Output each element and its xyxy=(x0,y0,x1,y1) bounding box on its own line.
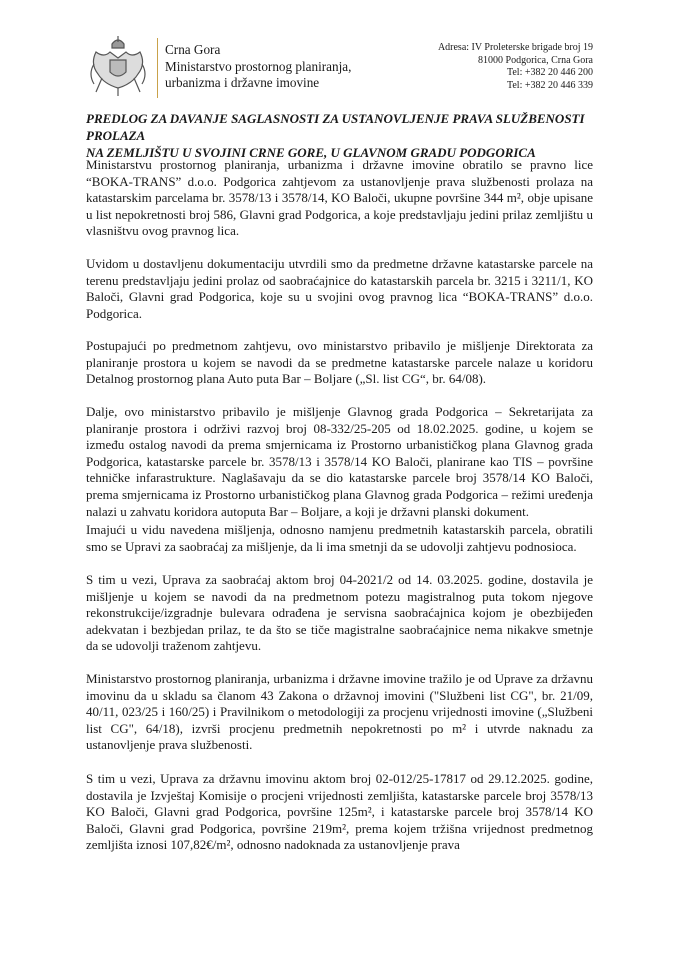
paragraph: Ministarstvu prostornog planiranja, urbanizma i državne imovine obratilo se pravno lice “BOKA-TRANS” d.o.o. Podgorica zahtjevom za ustanovljenje prava službenosti prolaza na katastarskim parcelama br. 3578/13 i 3578/14, KO Baloči, ukupne površine 344 m², obje upisane u list nepokretnosti broj 586, Glavni grad Podgorica, a koje predstavljaju jedini prilaz zemljištu u vlasništvu ovog pravnog lica. xyxy=(86,157,593,239)
org-line: Ministarstvo prostornog planiranja, xyxy=(165,58,352,74)
ministry-name xyxy=(165,42,351,92)
org-line: Crna Gora xyxy=(165,42,221,57)
paragraph: Ministarstvo prostornog planiranja, urbanizma i državne imovine tražilo je od Uprave za državnu imovinu da u skladu sa članom 43 Zakona o državnoj imovini ("Službeni list CG", br. 21/09, 40/11, 023/25 i 160/25) i Pravilnikom o metodologiji za procjenu vrijednosti imovine („Službeni list CG", 64/18), izvrši procjenu predmetnih nepokretnosti po m² i utvrde naknadu za ustanovljenje prava službenosti. xyxy=(86,671,593,753)
phone-line: Tel: +382 20 446 339 xyxy=(506,79,593,91)
document-title xyxy=(86,110,596,161)
paragraph: S tim u vezi, Uprava za državnu imovinu aktom broj 02-012/25-17817 od 29.12.2025. godine, dostavila je Izvještaj Komisije o procjeni vrijednosti zemljišta, katastarske parcele broj 3578/13 KO Baloči, Glavni grad Podgorica, površine 125m², i katastarske parcele broj 3578/14 KO Baloči, Glavni grad Podgorica, površine 219m², prema kojem tržišna vrijednost predmetnog zemljišta iznosi 107,82€/m², odnosno nadoknada za ustanovljenje prava xyxy=(86,771,593,853)
title-line: PREDLOG ZA DAVANJE SAGLASNOSTI ZA USTANOVLJENJE PRAVA SLUŽBENOSTI PROLAZA xyxy=(86,111,585,143)
paragraph: Postupajući po predmetnom zahtjevu, ovo ministarstvo pribavilo je mišljenje Direktorata za planiranje prostora u kojem se navodi da se predmetne katastarske parcele nalaze u koridoru Detalnog prostornog plana Auto puta Bar – Boljare („Sl. list CG“, br. 64/08). xyxy=(86,338,593,387)
paragraph: Uvidom u dostavljenu dokumentaciju utvrdili smo da predmetne državne katastarske parcele na terenu predstavljaju jedini prolaz od saobraćajnice do katastarskih parcela br. 3215 i 3211/1, KO Baloči, Glavni grad Podgorica, koje su u svojini ovog pravnog lica “BOKA-TRANS” d.o.o. Podgorica. xyxy=(86,256,593,321)
address-line: 81000 Podgorica, Crna Gora xyxy=(478,54,593,66)
header-divider xyxy=(157,38,158,98)
paragraph: Imajući u vidu navedena mišljenja, odnosno namjenu predmetnih katastarskih parcela, obratili smo se Upravi za saobraćaj za mišljenje, da li ima smetnji da se udovolji zahtjevu podnosioca. xyxy=(86,522,593,554)
paragraph: Dalje, ovo ministarstvo pribavilo je mišljenje Glavnog grada Podgorica – Sekretarijata za planiranje prostora i održivi razvoj broj 08-332/25-205 od 18.02.2025. godine, u kojem se između ostalog navodi da prema smjernicama iz Prostorno urbanističkog plana Glavnog grada Podgorica, katastarske parcele br. 3578/13 i 3578/14 KO Baloči, planirane kao TIS – površine tehničke infarastrukture. Naglašavaju da se dio katastarske parcele broj 3578/14 KO Baloči, prema smjernicama iz Prostorno urbanističkog plana Glavnog grada Podgorica – režimi uređenja nalazi u zahvatu koridora autoputa Bar – Boljare, a koji je državni planski dokument. xyxy=(86,404,593,519)
address-line: Adresa: IV Proleterske brigade broj 19 xyxy=(437,42,593,53)
title-line: NA ZEMLJIŠTU U SVOJINI CRNE GORE, U GLAVNOM GRADU PODGORICA xyxy=(86,145,536,160)
org-line: urbanizma i državne imovine xyxy=(165,75,320,90)
phone-line: Tel: +382 20 446 200 xyxy=(506,67,593,78)
coat-of-arms-icon xyxy=(88,34,148,98)
paragraph: S tim u vezi, Uprava za saobraćaj aktom broj 04-2021/2 od 14. 03.2025. godine, dostavila je mišljenje u kojem se navodi da na predmetnom potezu magistralnog puta tokom njegove rekonstrukcije/izgradnje bulevara odrađena je servisna saobraćajnica kojom je obezbijeđen adekvatan i bezbjedan prilaz, te da što se tiče magistralne saobraćajnice nema nikakve smetnje da se udovolji traženom zahtjevu. xyxy=(86,572,593,654)
contact-address xyxy=(438,42,593,92)
